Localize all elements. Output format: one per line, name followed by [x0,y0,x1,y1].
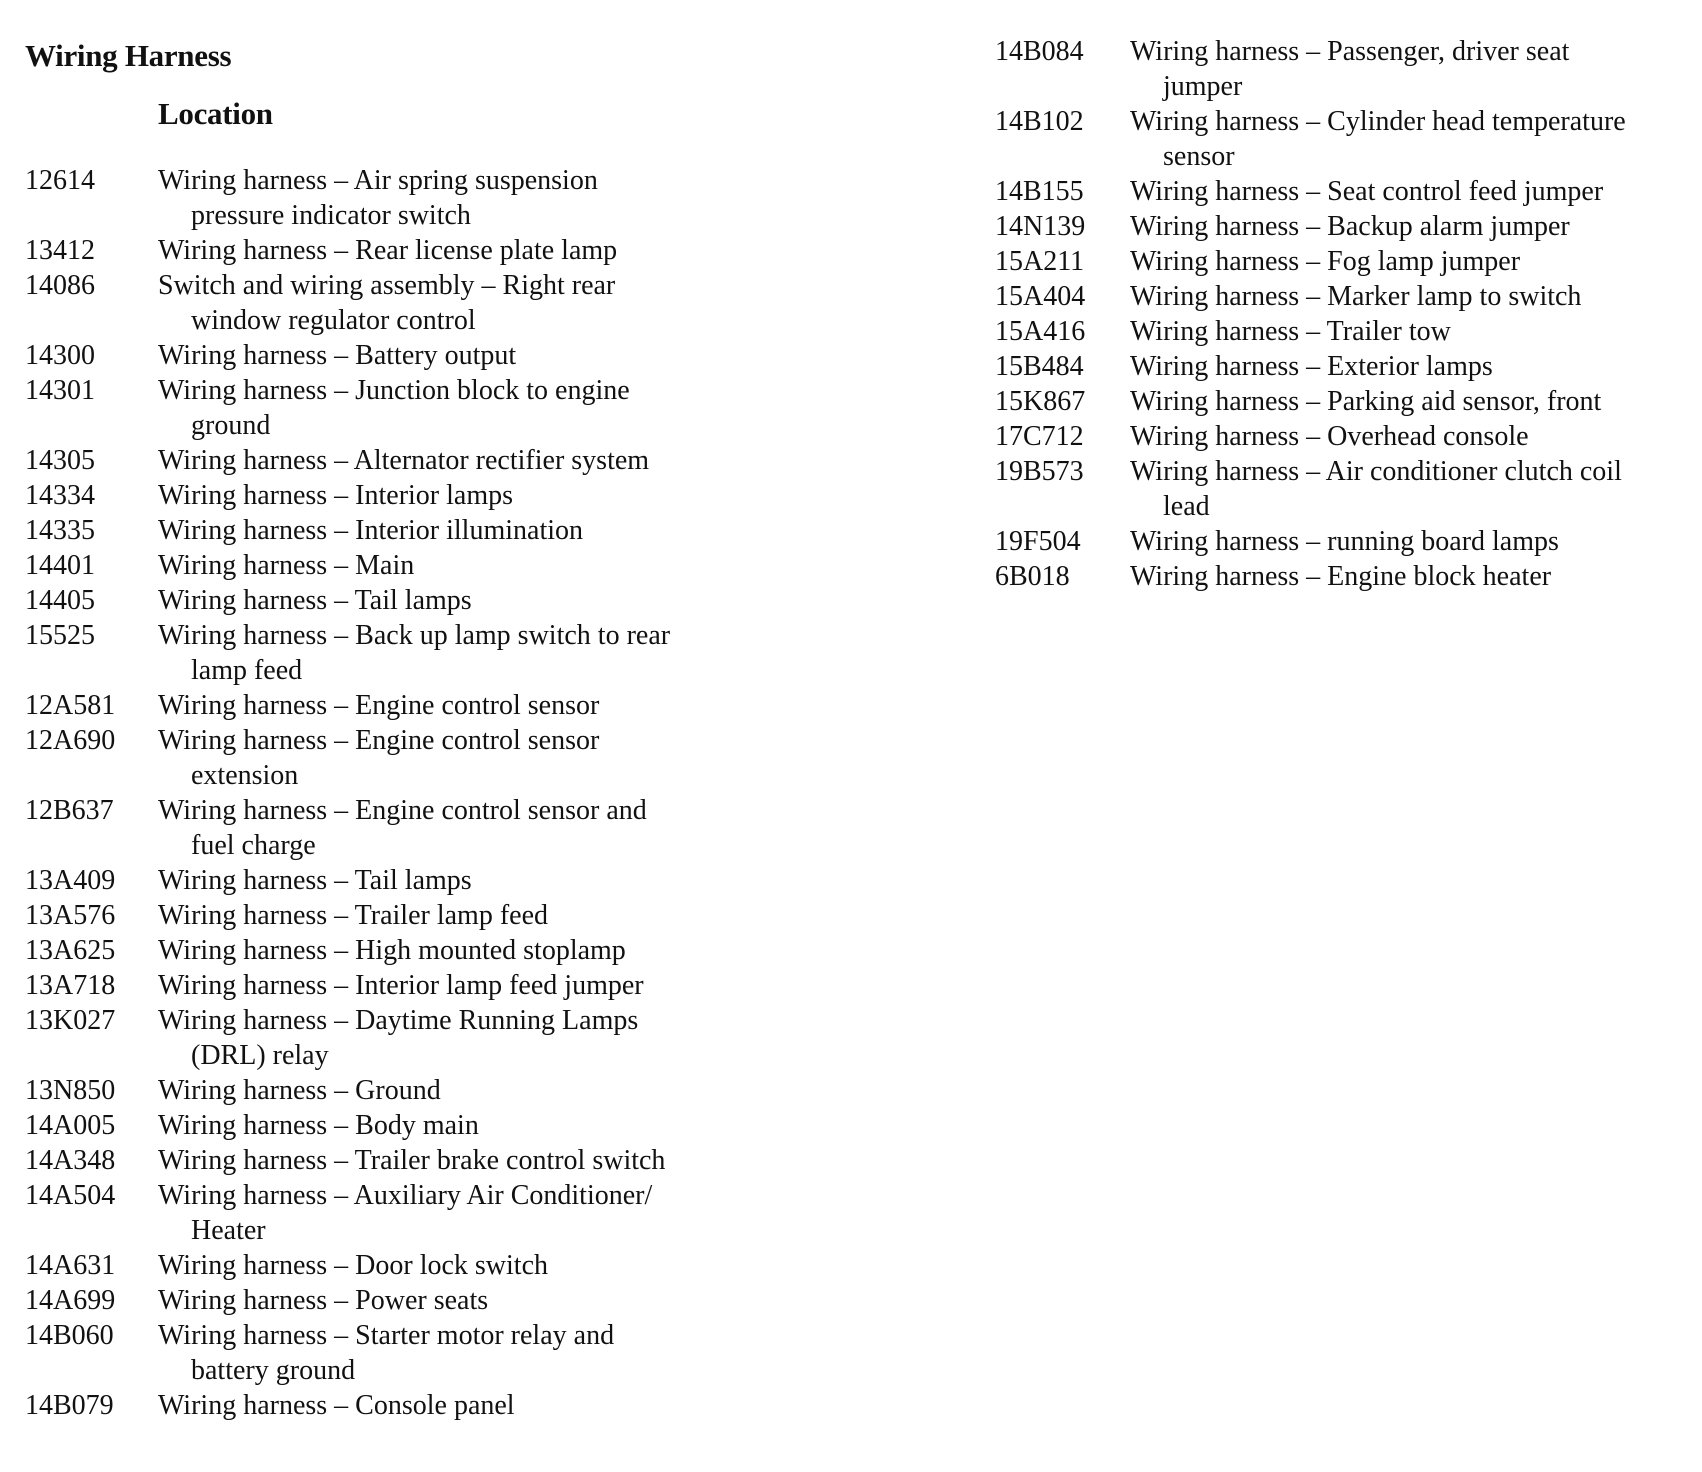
part-code: 14N139 [995,211,1086,242]
part-code: 14B079 [25,1390,114,1421]
part-code: 13412 [25,235,95,266]
description-line: Wiring harness – Rear license plate lamp [158,235,618,266]
list-item [25,968,785,1003]
left-column-list [25,163,785,1423]
list-item [995,279,1695,314]
description-line: Wiring harness – Exterior lamps [1130,351,1493,382]
description-line: Wiring harness – Air spring suspension [158,165,598,196]
list-item [25,548,785,583]
right-column-list [995,34,1695,594]
list-item [25,338,785,373]
list-item [25,478,785,513]
list-item [995,559,1695,594]
part-description [1130,314,1695,349]
list-item [25,1388,785,1423]
list-item [995,314,1695,349]
description-continuation: jumper [1163,71,1243,102]
description-line: Wiring harness – Engine block heater [1130,561,1552,592]
part-description [1130,559,1695,594]
description-line: Wiring harness – Cylinder head temperature [1130,106,1626,137]
part-code: 17C712 [995,421,1084,452]
list-item [25,933,785,968]
part-description [1130,419,1695,454]
part-description [158,338,785,373]
part-code: 15A416 [995,316,1086,347]
description-line: Wiring harness – Engine control sensor and [158,795,647,826]
part-code: 14A005 [25,1110,116,1141]
description-line: Wiring harness – Marker lamp to switch [1130,281,1582,312]
description-line: Switch and wiring assembly – Right rear [158,270,616,301]
list-item [25,1283,785,1318]
part-description [158,163,785,233]
list-item [995,349,1695,384]
description-line: Wiring harness – Engine control sensor [158,725,600,756]
part-code: 15A211 [995,246,1085,277]
part-description [1130,384,1695,419]
part-code: 13K027 [25,1005,116,1036]
list-item [995,174,1695,209]
description-line: Wiring harness – Tail lamps [158,865,472,896]
list-item [25,1318,785,1388]
part-code: 14405 [25,585,95,616]
description-line: Wiring harness – Overhead console [1130,421,1529,452]
description-continuation: fuel charge [191,830,316,861]
part-description [158,688,785,723]
part-description [158,1143,785,1178]
part-code: 14086 [25,270,95,301]
part-code: 13A625 [25,935,116,966]
description-continuation: lead [1163,491,1210,522]
part-code: 14B060 [25,1320,114,1351]
part-code: 14301 [25,375,95,406]
part-description [1130,279,1695,314]
list-item [995,104,1695,174]
part-description [158,968,785,1003]
description-line: Wiring harness – Daytime Running Lamps [158,1005,639,1036]
part-code: 14A348 [25,1145,116,1176]
list-item [25,793,785,863]
part-code: 13A576 [25,900,116,931]
description-line: Wiring harness – Interior lamps [158,480,514,511]
part-description [1130,524,1695,559]
part-code: 19F504 [995,526,1081,557]
part-code: 6B018 [995,561,1070,592]
part-description [158,1318,785,1388]
part-description [158,443,785,478]
part-code: 14A504 [25,1180,116,1211]
description-continuation: ground [191,410,271,441]
list-item [995,34,1695,104]
description-line: Wiring harness – Junction block to engine [158,375,630,406]
description-continuation: extension [191,760,299,791]
description-continuation: lamp feed [191,655,303,686]
list-item [25,898,785,933]
description-continuation: pressure indicator switch [191,200,471,231]
description-line: Wiring harness – Backup alarm jumper [1130,211,1570,242]
description-line: Wiring harness – Back up lamp switch to rear [158,620,671,651]
part-code: 14B155 [995,176,1084,207]
description-line: Wiring harness – Tail lamps [158,585,472,616]
description-line: Wiring harness – Starter motor relay and [158,1320,615,1351]
part-code: 12614 [25,165,95,196]
part-description [158,1003,785,1073]
list-item [25,513,785,548]
part-description [158,233,785,268]
part-description [158,863,785,898]
part-code: 19B573 [995,456,1084,487]
description-line: Wiring harness – Console panel [158,1390,515,1421]
part-description [1130,244,1695,279]
description-continuation: sensor [1163,141,1235,172]
description-line: Wiring harness – Body main [158,1110,479,1141]
part-code: 14305 [25,445,95,476]
list-item [25,583,785,618]
part-description [158,1248,785,1283]
list-item [995,524,1695,559]
description-line: Wiring harness – Trailer brake control switch [158,1145,666,1176]
list-item [25,723,785,793]
part-code: 14B102 [995,106,1084,137]
description-line: Wiring harness – Power seats [158,1285,489,1316]
description-continuation: battery ground [191,1355,356,1386]
part-description [158,1073,785,1108]
description-continuation: Heater [191,1215,266,1246]
list-item [995,454,1695,524]
part-description [158,548,785,583]
list-item [25,233,785,268]
list-item [25,863,785,898]
page-title: Wiring Harness [25,38,232,73]
list-item [995,209,1695,244]
part-code: 14300 [25,340,95,371]
part-code: 13N850 [25,1075,116,1106]
description-line: Wiring harness – High mounted stoplamp [158,935,626,966]
list-item [25,1003,785,1073]
part-code: 15525 [25,620,95,651]
part-description [158,373,785,443]
description-line: Wiring harness – Trailer tow [1130,316,1451,347]
part-code: 13A718 [25,970,116,1001]
description-line: Wiring harness – Passenger, driver seat [1130,36,1570,67]
part-code: 14334 [25,480,95,511]
description-line: Wiring harness – Auxiliary Air Conditioner/ [158,1180,653,1211]
list-item [25,373,785,443]
description-line: Wiring harness – Trailer lamp feed [158,900,549,931]
list-item [25,1108,785,1143]
part-code: 12B637 [25,795,114,826]
list-item [25,1143,785,1178]
description-continuation: (DRL) relay [191,1040,329,1071]
part-description [1130,349,1695,384]
part-description [158,898,785,933]
part-code: 14A699 [25,1285,116,1316]
part-code: 14401 [25,550,95,581]
list-item [25,618,785,688]
part-description [158,1388,785,1423]
part-description [158,513,785,548]
part-description [1130,174,1695,209]
description-line: Wiring harness – running board lamps [1130,526,1559,557]
part-code: 14335 [25,515,95,546]
description-line: Wiring harness – Engine control sensor [158,690,600,721]
description-line: Wiring harness – Battery output [158,340,517,371]
description-continuation: window regulator control [191,305,476,336]
part-description [158,1283,785,1318]
part-code: 14B084 [995,36,1084,67]
part-code: 15K867 [995,386,1086,417]
description-line: Wiring harness – Alternator rectifier system [158,445,650,476]
part-code: 12A581 [25,690,116,721]
description-line: Wiring harness – Parking aid sensor, front [1130,386,1602,417]
list-item [25,163,785,233]
list-item [25,1248,785,1283]
part-code: 15B484 [995,351,1084,382]
list-item [25,1178,785,1248]
part-description [158,268,785,338]
part-description [1130,209,1695,244]
section-subtitle: Location [158,96,273,131]
part-description [1130,454,1695,524]
part-description [158,478,785,513]
list-item [995,244,1695,279]
part-description [158,583,785,618]
list-item [25,688,785,723]
part-description [158,1108,785,1143]
description-line: Wiring harness – Air conditioner clutch coil [1130,456,1622,487]
part-description [1130,34,1695,104]
list-item [25,443,785,478]
list-item [995,419,1695,454]
part-code: 13A409 [25,865,116,896]
part-description [158,933,785,968]
part-description [158,723,785,793]
part-code: 14A631 [25,1250,116,1281]
description-line: Wiring harness – Interior lamp feed jumper [158,970,644,1001]
description-line: Wiring harness – Interior illumination [158,515,584,546]
list-item [995,384,1695,419]
description-line: Wiring harness – Fog lamp jumper [1130,246,1521,277]
part-description [158,1178,785,1248]
description-line: Wiring harness – Main [158,550,415,581]
description-line: Wiring harness – Seat control feed jumper [1130,176,1604,207]
list-item [25,268,785,338]
part-code: 12A690 [25,725,116,756]
part-code: 15A404 [995,281,1086,312]
description-line: Wiring harness – Ground [158,1075,441,1106]
description-line: Wiring harness – Door lock switch [158,1250,549,1281]
part-description [1130,104,1695,174]
list-item [25,1073,785,1108]
part-description [158,618,785,688]
part-description [158,793,785,863]
